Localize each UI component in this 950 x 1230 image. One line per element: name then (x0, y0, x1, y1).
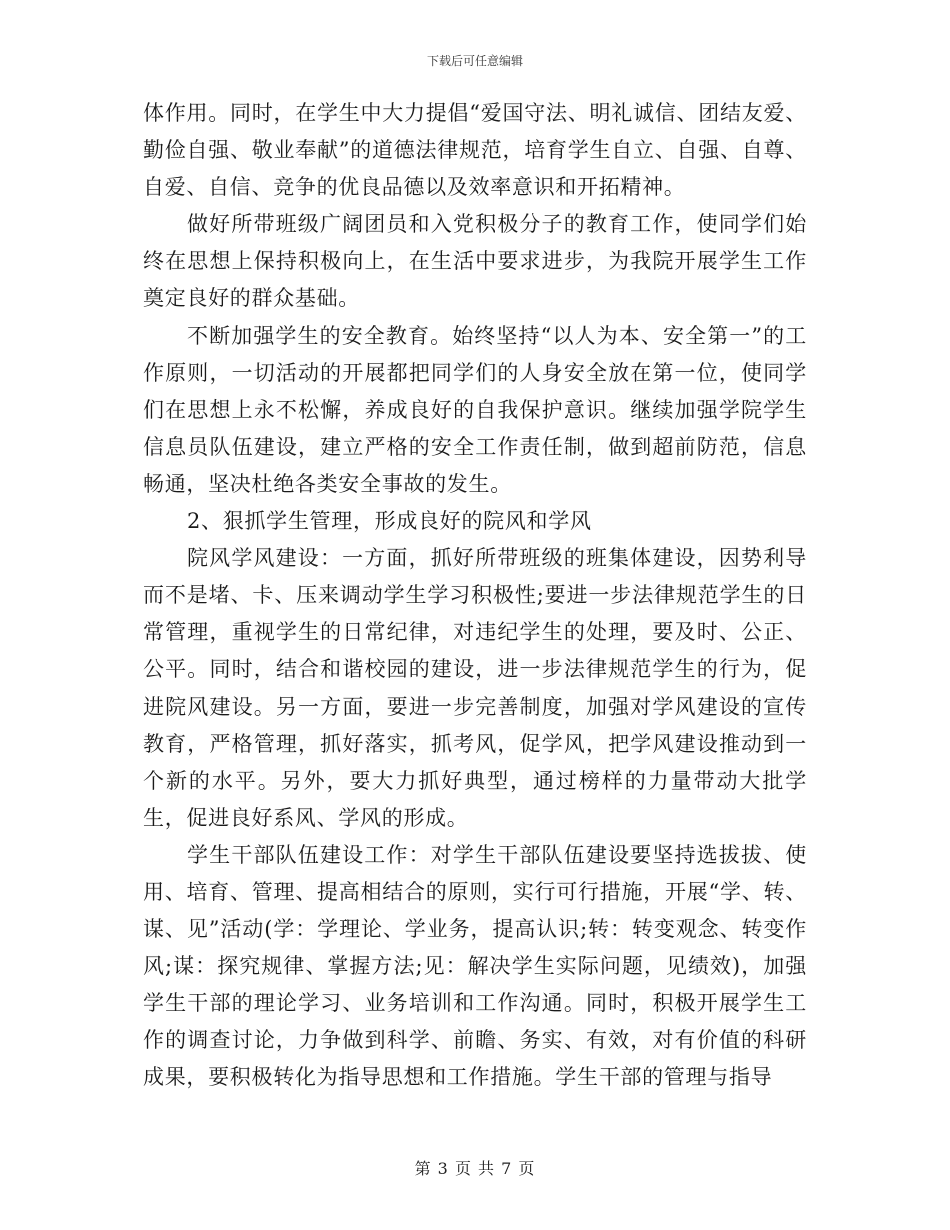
paragraph-safety-education: 不断加强学生的安全教育。始终坚持“以人为本、安全第一”的工作原则，一切活动的开展都把同学们的人身安全放在第一位，使同学们在思想上永不松懈，养成良好的自我保护意识。继续加强学院学生信息员队伍建设，建立严格的安全工作责任制，做到超前防范，信息畅通，坚决杜绝各类安全事故的发生。 (143, 323, 807, 496)
section-heading-student-management: 2、狠抓学生管理，形成良好的院风和学风 (187, 509, 592, 534)
paragraph-student-cadre: 学生干部队伍建设工作：对学生干部队伍建设要坚持选拔拔、使用、培育、管理、提高相结合的原则，实行可行措施，开展“学、转、谋、见”活动(学：学理论、学业务，提高认识;转：转变观念、转变作风;谋：探究规律、掌握方法;见：解决学生实际问题，见绩效)，加强学生干部的理论学习、业务培训和工作沟通。同时，积极开展学生工作的调查讨论，力争做到科学、前瞻、务实、有效，对有价值的科研成果，要积极转化为指导思想和工作措施。学生干部的管理与指导 (143, 842, 807, 1090)
page-header: 下载后可任意编辑 (426, 54, 523, 68)
paragraph-study-style: 院风学风建设：一方面，抓好所带班级的班集体建设，因势利导而不是堵、卡、压来调动学生学习积极性;要进一步法律规范学生的日常管理，重视学生的日常纪律，对违纪学生的处理，要及时、公正、公平。同时，结合和谐校园的建设，进一步法律规范学生的行为，促进院风建设。另一方面，要进一步完善制度，加强对学风建设的宣传教育，严格管理，抓好落实，抓考风，促学风，把学风建设推动到一个新的水平。另外，要大力抓好典型，通过榜样的力量带动大批学生，促进良好系风、学风的形成。 (143, 546, 807, 830)
document-body (143, 95, 807, 1097)
paragraph-continuation: 体作用。同时，在学生中大力提倡“爱国守法、明礼诚信、团结友爱、勤俭自强、敬业奉献”的道德法律规范，培育学生自立、自强、自尊、自爱、自信、竞争的优良品德以及效率意识和开拓精神。 (143, 101, 807, 200)
page-number: 第 3 页 共 7 页 (414, 1159, 536, 1178)
paragraph-party-education: 做好所带班级广阔团员和入党积极分子的教育工作，使同学们始终在思想上保持积极向上，在生活中要求进步，为我院开展学生工作奠定良好的群众基础。 (143, 212, 807, 311)
